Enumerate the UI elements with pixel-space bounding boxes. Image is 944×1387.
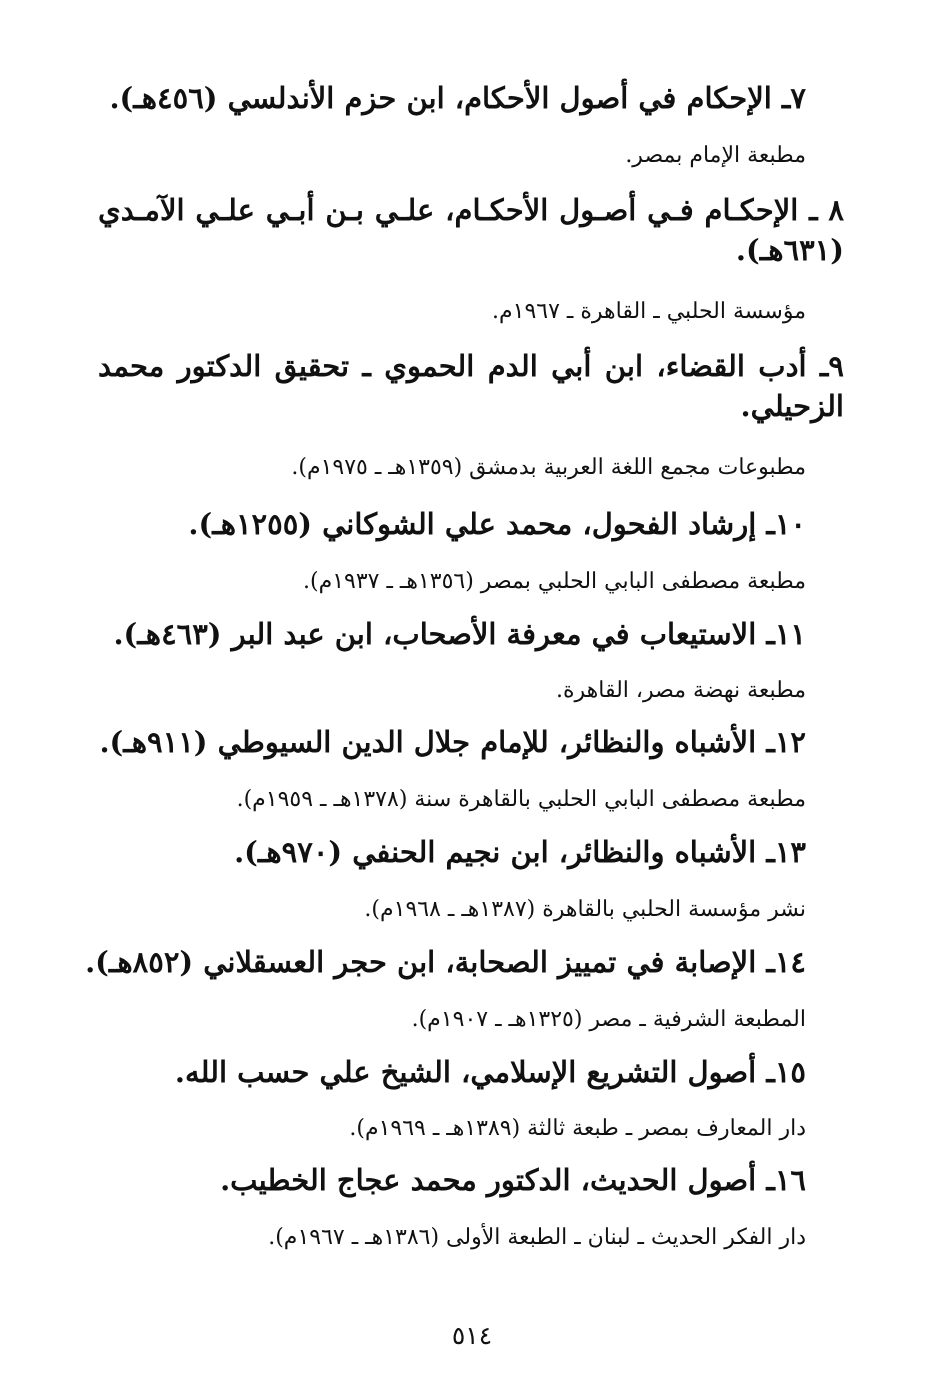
entry-title: ١٠ـ إرشاد الفحول، محمد علي الشوكاني (١٢٥٥هـ). bbox=[188, 507, 806, 541]
page-number: ٥١٤ bbox=[451, 1321, 493, 1350]
entry-title: ١٤ـ الإصابة في تمييز الصحابة، ابن حجر العسقلاني (٨٥٢هـ). bbox=[85, 945, 806, 979]
entry-title: ١٦ـ أصول الحديث، الدكتور محمد عجاج الخطيب. bbox=[220, 1163, 806, 1197]
entry-publisher: مؤسسة الحلبي ـ القاهرة ـ ١٩٦٧م. bbox=[492, 299, 806, 324]
entry-publisher: مطبعة نهضة مصر، القاهرة. bbox=[555, 678, 806, 703]
entry-title: ١١ـ الاستيعاب في معرفة الأصحاب، ابن عبد البر (٤٦٣هـ). bbox=[113, 617, 806, 651]
entry-publisher: مطبعة الإمام بمصر. bbox=[625, 143, 806, 168]
entry-title: ١٣ـ الأشباه والنظائر، ابن نجيم الحنفي (٩٧٠هـ). bbox=[234, 835, 806, 869]
entry-title: ٨ ـ الإحكـام فـي أصـول الأحكـام، علـي بـن أبـي علـي الآمـدي (٦٣١هـ). bbox=[98, 193, 844, 267]
entry-title: ٧ـ الإحكام في أصول الأحكام، ابن حزم الأندلسي (٤٥٦هـ). bbox=[109, 81, 806, 115]
entry-publisher: دار الفكر الحديث ـ لبنان ـ الطبعة الأولى (١٣٨٦هـ ـ ١٩٦٧م). bbox=[268, 1225, 806, 1250]
entry-publisher: المطبعة الشرفية ـ مصر (١٣٢٥هـ ـ ١٩٠٧م). bbox=[411, 1007, 806, 1032]
entry-publisher: مطبعة مصطفى البابي الحلبي بمصر (١٣٥٦هـ ـ ١٩٣٧م). bbox=[303, 569, 806, 594]
entry-title: ١٥ـ أصول التشريع الإسلامي، الشيخ علي حسب الله. bbox=[174, 1055, 806, 1089]
entry-title: ١٢ـ الأشباه والنظائر، للإمام جلال الدين السيوطي (٩١١هـ). bbox=[99, 725, 806, 759]
entry-publisher: مطبعة مصطفى البابي الحلبي بالقاهرة سنة (١٣٧٨هـ ـ ١٩٥٩م). bbox=[236, 787, 806, 812]
entry-title: ٩ـ أدب القضاء، ابن أبي الدم الحموي ـ تحقيق الدكتور محمد الزحيلي. bbox=[98, 349, 844, 423]
entry-publisher: دار المعارف بمصر ـ طبعة ثالثة (١٣٨٩هـ ـ ١٩٦٩م). bbox=[349, 1116, 806, 1141]
entry-publisher: نشر مؤسسة الحلبي بالقاهرة (١٣٨٧هـ ـ ١٩٦٨م). bbox=[364, 897, 806, 922]
entry-publisher: مطبوعات مجمع اللغة العربية بدمشق (١٣٥٩هـ ـ ١٩٧٥م). bbox=[291, 455, 806, 480]
